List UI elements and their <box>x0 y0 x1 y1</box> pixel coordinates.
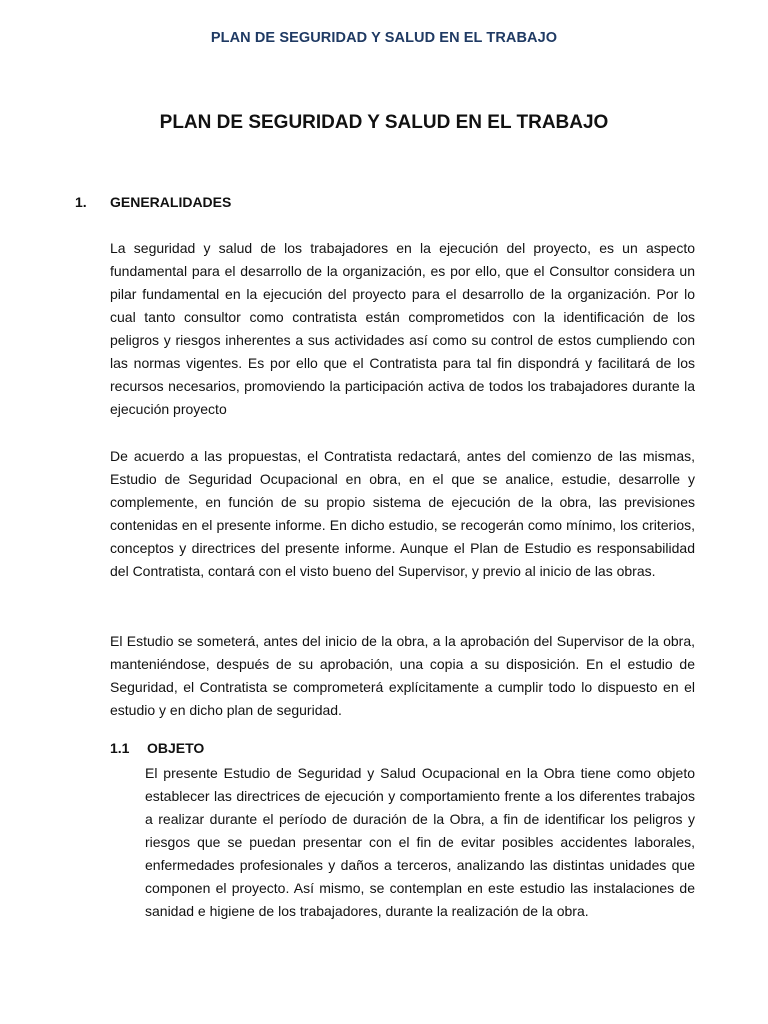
document-title: PLAN DE SEGURIDAD Y SALUD EN EL TRABAJO <box>159 112 609 133</box>
section-number: 1. <box>75 194 87 210</box>
subsection-number: 1.1 <box>110 740 130 756</box>
paragraph-generalidades-3: El Estudio se someterá, antes del inicio de la obra, a la aprobación del Supervisor de la obra, manteniéndose, después de su aprobación, una copia a su disposición. En el estudio de Seguridad, el Contratista se comprometerá explícitamente a cumplir todo lo dispuesto en el estudio y en dicho plan de seguridad. <box>110 633 695 718</box>
section-heading <box>75 194 231 210</box>
subsection-title: OBJETO <box>147 740 205 756</box>
section-title: GENERALIDADES <box>110 194 232 210</box>
subsection-heading <box>110 740 204 756</box>
paragraph-generalidades-2: De acuerdo a las propuestas, el Contratista redactará, antes del comienzo de las mismas, Estudio de Seguridad Ocupacional en obra, en el que se analice, estudie, desarrolle y complemente, en función de su propio sistema de ejecución de la obra, las previsiones contenidas en el presente informe. En dicho estudio, se recogerán como mínimo, los criterios, conceptos y directrices del presente informe. Aunque el Plan de Estudio es responsabilidad del Contratista, contará con el visto bueno del Supervisor, y previo al inicio de las obras. <box>110 448 695 579</box>
paragraph-objeto: El presente Estudio de Seguridad y Salud Ocupacional en la Obra tiene como objeto establecer las directrices de ejecución y comportamiento frente a los diferentes trabajos a realizar durante el período de duración de la Obra, a fin de identificar los peligros y riesgos que se puedan presentar con el fin de evitar posibles accidentes laborales, enfermedades profesionales y daños a terceros, analizando las distintas unidades que componen el proyecto. Así mismo, se contemplan en este estudio las instalaciones de sanidad e higiene de los trabajadores, durante la realización de la obra. <box>145 765 695 919</box>
paragraph-generalidades-1: La seguridad y salud de los trabajadores en la ejecución del proyecto, es un aspecto fundamental para el desarrollo de la organización, es por ello, que el Consultor considera un pilar fundamental en la ejecución del proyecto para el desarrollo de la organización. Por lo cual tanto consultor como contratista están comprometidos con la identificación de los peligros y riesgos inherentes a sus actividades así como su control de estos cumpliendo con las normas vigentes. Es por ello que el Contratista para tal fin dispondrá y facilitará de los recursos necesarios, promoviendo la participación activa de todos los trabajadores durante la ejecución proyecto <box>110 240 695 417</box>
running-header: PLAN DE SEGURIDAD Y SALUD EN EL TRABAJO <box>210 30 558 46</box>
